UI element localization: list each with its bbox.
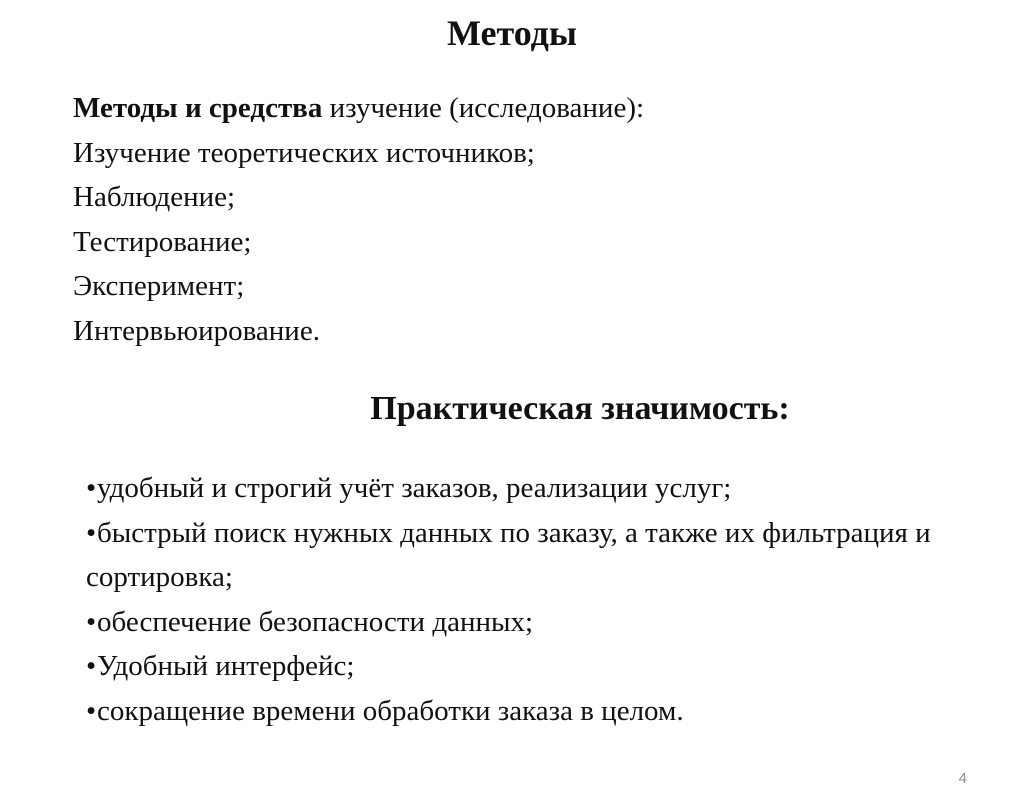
practical-item-text: обеспечение безопасности данных; <box>97 605 534 638</box>
practical-item <box>86 644 986 689</box>
method-item: Эксперимент; <box>73 270 245 302</box>
practical-heading: Практическая значимость: <box>370 390 790 427</box>
page-number: 4 <box>958 770 967 787</box>
practical-list <box>86 466 986 733</box>
bullet-marker: • <box>86 650 97 682</box>
method-item: Наблюдение; <box>73 181 236 213</box>
practical-item <box>86 600 986 645</box>
method-item: Тестирование; <box>73 225 252 258</box>
bullet-marker: • <box>86 516 97 549</box>
methods-lead-line <box>73 86 973 131</box>
practical-item <box>86 689 986 734</box>
practical-item-text: Удобный интерфейс; <box>97 650 355 682</box>
method-item: Интервьюирование. <box>73 314 320 347</box>
methods-lead-bold: Методы и средства <box>73 92 323 124</box>
practical-item-text: быстрый поиск нужных данных по заказу, а также их фильтрация и сортировка; <box>86 516 931 593</box>
methods-lead-rest: изучение (исследование): <box>322 92 645 124</box>
methods-block <box>73 86 973 353</box>
bullet-marker: • <box>86 694 97 727</box>
method-item: Изучение теоретических источников; <box>73 136 535 169</box>
practical-item <box>86 511 986 600</box>
bullet-marker: • <box>86 472 97 504</box>
bullet-marker: • <box>86 605 97 638</box>
practical-item-text: удобный и строгий учёт заказов, реализации услуг; <box>97 472 732 504</box>
practical-item-text: сокращение времени обработки заказа в целом. <box>97 694 684 727</box>
practical-item <box>86 466 986 511</box>
slide-title: Методы <box>447 13 577 53</box>
